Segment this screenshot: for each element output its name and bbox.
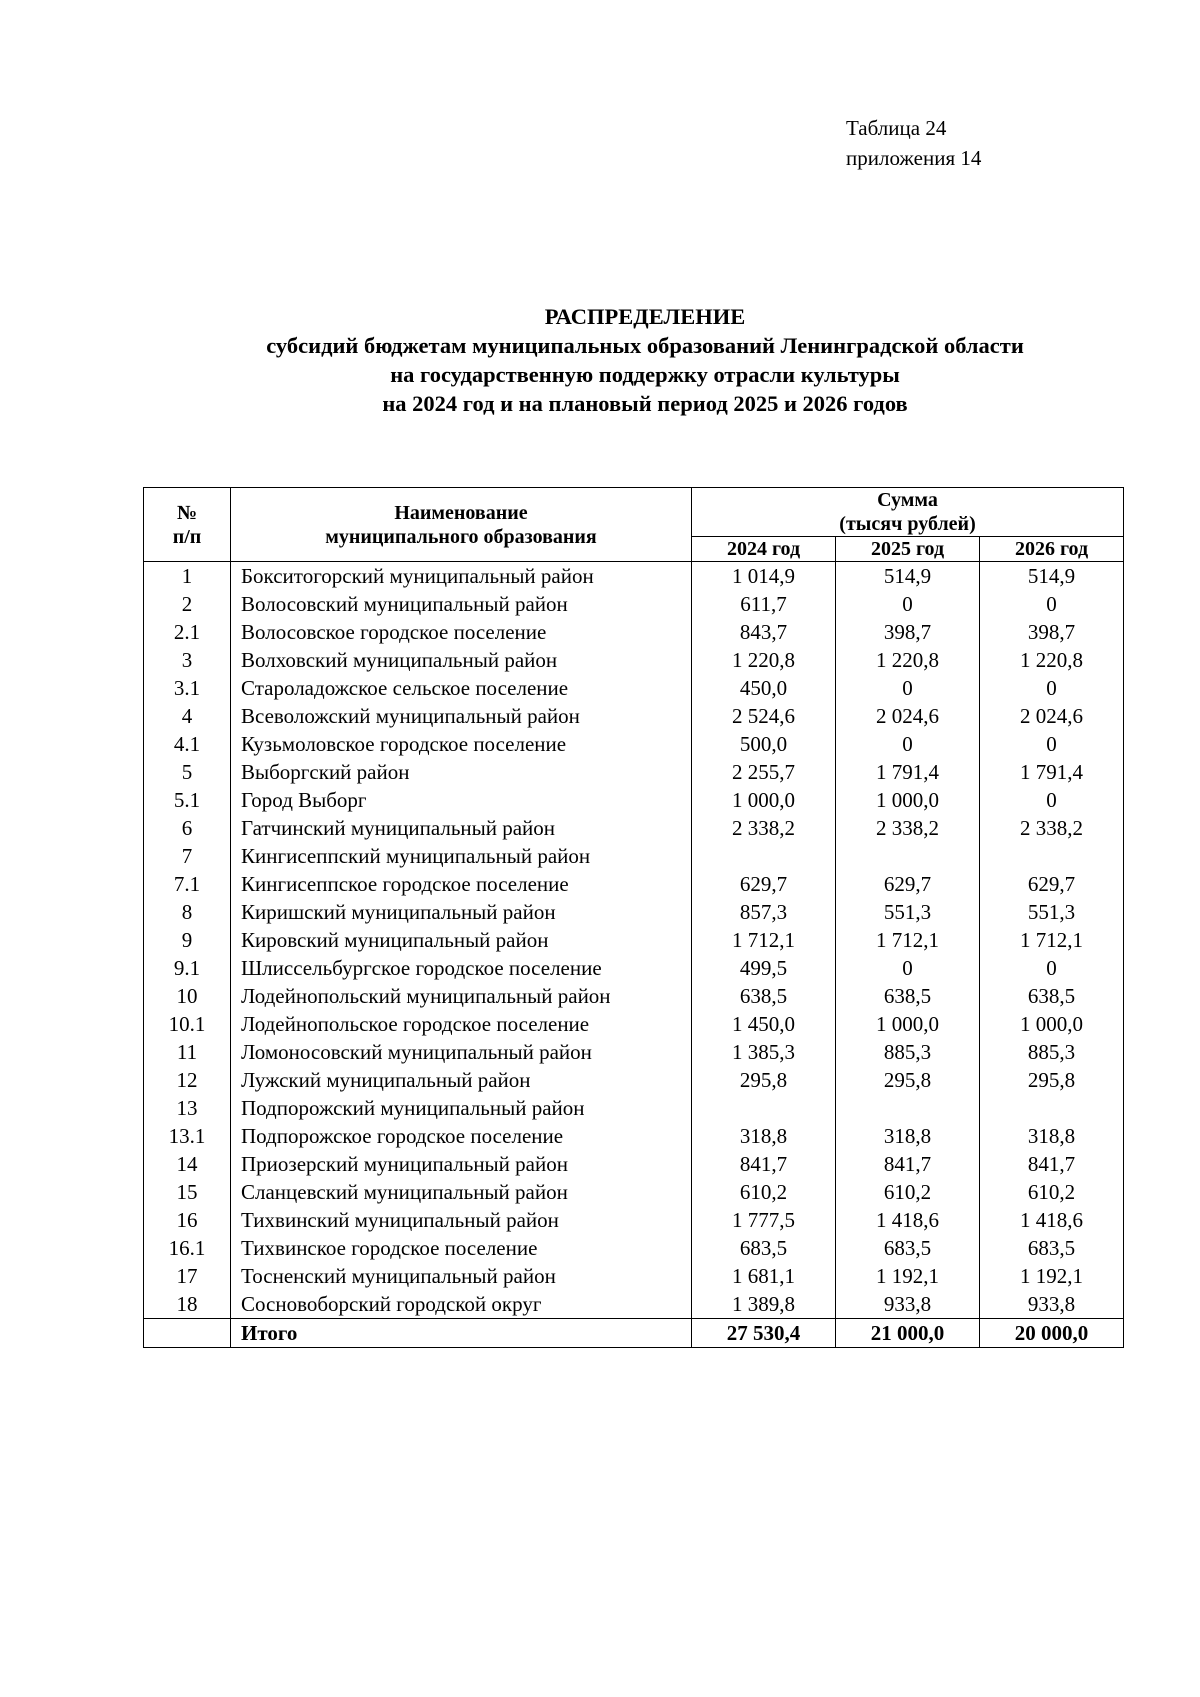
row-number: 4 bbox=[144, 702, 231, 730]
row-value-2026: 933,8 bbox=[980, 1290, 1124, 1319]
row-municipality-name: Волховский муниципальный район bbox=[231, 646, 692, 674]
header-number-symbol: № bbox=[176, 501, 198, 524]
row-value-2024: 2 524,6 bbox=[692, 702, 836, 730]
row-value-2025: 295,8 bbox=[836, 1066, 980, 1094]
row-number: 18 bbox=[144, 1290, 231, 1319]
table-row bbox=[144, 842, 1124, 870]
row-value-2025: 1 000,0 bbox=[836, 1010, 980, 1038]
row-municipality-name: Лодейнопольское городское поселение bbox=[231, 1010, 692, 1038]
row-value-2024: 499,5 bbox=[692, 954, 836, 982]
row-value-2024: 1 777,5 bbox=[692, 1206, 836, 1234]
header-name-line-1: Наименование bbox=[394, 501, 528, 524]
header-number-abbr: п/п bbox=[172, 525, 202, 548]
row-value-2024: 2 338,2 bbox=[692, 814, 836, 842]
table-row bbox=[144, 1290, 1124, 1319]
table-caption bbox=[846, 113, 981, 173]
row-municipality-name: Лужский муниципальный район bbox=[231, 1066, 692, 1094]
table-row bbox=[144, 1094, 1124, 1122]
row-value-2024 bbox=[692, 842, 836, 870]
table-row bbox=[144, 898, 1124, 926]
row-value-2024: 295,8 bbox=[692, 1066, 836, 1094]
row-number: 10 bbox=[144, 982, 231, 1010]
row-value-2026: 1 791,4 bbox=[980, 758, 1124, 786]
document-title bbox=[0, 302, 1200, 418]
title-line-2: субсидий бюджетам муниципальных образований Ленинградской области bbox=[266, 333, 1024, 358]
row-value-2025: 2 338,2 bbox=[836, 814, 980, 842]
total-value-2025: 21 000,0 bbox=[836, 1319, 980, 1348]
table-header bbox=[144, 488, 1124, 562]
header-sum-line-1: Сумма bbox=[877, 489, 938, 511]
row-value-2025: 610,2 bbox=[836, 1178, 980, 1206]
row-value-2026: 318,8 bbox=[980, 1122, 1124, 1150]
header-year-2024: 2024 год bbox=[692, 537, 836, 562]
row-value-2024: 1 000,0 bbox=[692, 786, 836, 814]
row-number: 2 bbox=[144, 590, 231, 618]
row-value-2026: 514,9 bbox=[980, 562, 1124, 591]
row-number: 2.1 bbox=[144, 618, 231, 646]
row-number: 16 bbox=[144, 1206, 231, 1234]
table-row bbox=[144, 1010, 1124, 1038]
table-row bbox=[144, 646, 1124, 674]
table-row bbox=[144, 954, 1124, 982]
row-value-2025: 1 791,4 bbox=[836, 758, 980, 786]
row-value-2024: 629,7 bbox=[692, 870, 836, 898]
row-number: 17 bbox=[144, 1262, 231, 1290]
row-number: 10.1 bbox=[144, 1010, 231, 1038]
table-row bbox=[144, 758, 1124, 786]
table-row bbox=[144, 590, 1124, 618]
row-value-2025: 1 418,6 bbox=[836, 1206, 980, 1234]
row-value-2026: 683,5 bbox=[980, 1234, 1124, 1262]
row-value-2025: 398,7 bbox=[836, 618, 980, 646]
row-municipality-name: Кингисеппское городское поселение bbox=[231, 870, 692, 898]
row-municipality-name: Тихвинский муниципальный район bbox=[231, 1206, 692, 1234]
table-row bbox=[144, 926, 1124, 954]
table-row bbox=[144, 1206, 1124, 1234]
row-value-2025: 1 000,0 bbox=[836, 786, 980, 814]
title-line-1: РАСПРЕДЕЛЕНИЕ bbox=[544, 304, 746, 329]
row-value-2026: 295,8 bbox=[980, 1066, 1124, 1094]
row-municipality-name: Шлиссельбургское городское поселение bbox=[231, 954, 692, 982]
row-municipality-name: Бокситогорский муниципальный район bbox=[231, 562, 692, 591]
row-value-2026: 0 bbox=[980, 674, 1124, 702]
row-value-2025: 841,7 bbox=[836, 1150, 980, 1178]
row-number: 11 bbox=[144, 1038, 231, 1066]
total-number-cell bbox=[144, 1319, 231, 1348]
header-name-line-2: муниципального образования bbox=[325, 525, 597, 548]
row-value-2026: 398,7 bbox=[980, 618, 1124, 646]
row-number: 1 bbox=[144, 562, 231, 591]
row-value-2026 bbox=[980, 842, 1124, 870]
table-row bbox=[144, 814, 1124, 842]
row-municipality-name: Лодейнопольский муниципальный район bbox=[231, 982, 692, 1010]
table-row bbox=[144, 870, 1124, 898]
row-value-2026: 2 024,6 bbox=[980, 702, 1124, 730]
row-value-2026: 1 192,1 bbox=[980, 1262, 1124, 1290]
row-municipality-name: Подпорожский муниципальный район bbox=[231, 1094, 692, 1122]
table-row bbox=[144, 1178, 1124, 1206]
header-number bbox=[144, 488, 231, 562]
table-row bbox=[144, 702, 1124, 730]
row-value-2025: 683,5 bbox=[836, 1234, 980, 1262]
row-value-2025: 0 bbox=[836, 674, 980, 702]
row-number: 8 bbox=[144, 898, 231, 926]
row-value-2025: 0 bbox=[836, 954, 980, 982]
table-row bbox=[144, 982, 1124, 1010]
row-value-2026: 0 bbox=[980, 590, 1124, 618]
row-value-2026: 841,7 bbox=[980, 1150, 1124, 1178]
row-municipality-name: Выборгский район bbox=[231, 758, 692, 786]
row-value-2025: 933,8 bbox=[836, 1290, 980, 1319]
row-number: 5 bbox=[144, 758, 231, 786]
row-value-2025: 1 192,1 bbox=[836, 1262, 980, 1290]
row-value-2025 bbox=[836, 1094, 980, 1122]
row-value-2025: 2 024,6 bbox=[836, 702, 980, 730]
table-row bbox=[144, 1038, 1124, 1066]
row-value-2026: 610,2 bbox=[980, 1178, 1124, 1206]
caption-table-number: Таблица 24 bbox=[846, 116, 947, 140]
row-value-2026: 1 000,0 bbox=[980, 1010, 1124, 1038]
row-number: 9 bbox=[144, 926, 231, 954]
row-value-2024: 638,5 bbox=[692, 982, 836, 1010]
row-number: 13 bbox=[144, 1094, 231, 1122]
row-municipality-name: Сланцевский муниципальный район bbox=[231, 1178, 692, 1206]
row-municipality-name: Подпорожское городское поселение bbox=[231, 1122, 692, 1150]
table-row bbox=[144, 674, 1124, 702]
row-value-2024: 1 681,1 bbox=[692, 1262, 836, 1290]
row-municipality-name: Кузьмоловское городское поселение bbox=[231, 730, 692, 758]
row-number: 7.1 bbox=[144, 870, 231, 898]
row-value-2026: 885,3 bbox=[980, 1038, 1124, 1066]
row-value-2026: 0 bbox=[980, 786, 1124, 814]
table-row bbox=[144, 1066, 1124, 1094]
row-value-2024: 683,5 bbox=[692, 1234, 836, 1262]
row-value-2024: 1 220,8 bbox=[692, 646, 836, 674]
row-value-2024: 1 014,9 bbox=[692, 562, 836, 591]
row-value-2024: 843,7 bbox=[692, 618, 836, 646]
row-value-2024: 841,7 bbox=[692, 1150, 836, 1178]
row-value-2024: 1 385,3 bbox=[692, 1038, 836, 1066]
row-value-2024: 450,0 bbox=[692, 674, 836, 702]
row-value-2026: 638,5 bbox=[980, 982, 1124, 1010]
row-value-2025: 1 220,8 bbox=[836, 646, 980, 674]
row-number: 14 bbox=[144, 1150, 231, 1178]
title-line-3: на государственную поддержку отрасли культуры bbox=[390, 362, 900, 387]
table-row bbox=[144, 730, 1124, 758]
total-label: Итого bbox=[231, 1319, 692, 1348]
total-value-2026: 20 000,0 bbox=[980, 1319, 1124, 1348]
title-line-4: на 2024 год и на плановый период 2025 и 2026 годов bbox=[382, 391, 908, 416]
row-number: 3.1 bbox=[144, 674, 231, 702]
row-value-2024: 1 389,8 bbox=[692, 1290, 836, 1319]
row-value-2025: 885,3 bbox=[836, 1038, 980, 1066]
table-row bbox=[144, 1150, 1124, 1178]
row-municipality-name: Тосненский муниципальный район bbox=[231, 1262, 692, 1290]
row-number: 13.1 bbox=[144, 1122, 231, 1150]
table-row bbox=[144, 1234, 1124, 1262]
row-municipality-name: Тихвинское городское поселение bbox=[231, 1234, 692, 1262]
row-value-2026: 0 bbox=[980, 730, 1124, 758]
header-sum bbox=[692, 488, 1124, 537]
row-municipality-name: Приозерский муниципальный район bbox=[231, 1150, 692, 1178]
row-value-2025: 638,5 bbox=[836, 982, 980, 1010]
header-name bbox=[231, 488, 692, 562]
row-value-2025: 629,7 bbox=[836, 870, 980, 898]
row-municipality-name: Волосовский муниципальный район bbox=[231, 590, 692, 618]
row-value-2024: 2 255,7 bbox=[692, 758, 836, 786]
row-value-2026: 629,7 bbox=[980, 870, 1124, 898]
row-value-2025: 514,9 bbox=[836, 562, 980, 591]
row-value-2026: 0 bbox=[980, 954, 1124, 982]
row-value-2025: 0 bbox=[836, 730, 980, 758]
header-sum-unit: (тысяч рублей) bbox=[839, 513, 976, 535]
table-row bbox=[144, 1122, 1124, 1150]
row-number: 4.1 bbox=[144, 730, 231, 758]
row-value-2024: 857,3 bbox=[692, 898, 836, 926]
row-municipality-name: Гатчинский муниципальный район bbox=[231, 814, 692, 842]
table-row bbox=[144, 1262, 1124, 1290]
caption-appendix-number: приложения 14 bbox=[846, 146, 982, 170]
row-value-2025: 0 bbox=[836, 590, 980, 618]
row-municipality-name: Всеволожский муниципальный район bbox=[231, 702, 692, 730]
row-number: 6 bbox=[144, 814, 231, 842]
header-year-2025: 2025 год bbox=[836, 537, 980, 562]
row-value-2026: 1 418,6 bbox=[980, 1206, 1124, 1234]
total-row bbox=[144, 1319, 1124, 1348]
row-value-2025: 1 712,1 bbox=[836, 926, 980, 954]
row-value-2026: 2 338,2 bbox=[980, 814, 1124, 842]
row-value-2024: 1 712,1 bbox=[692, 926, 836, 954]
row-number: 3 bbox=[144, 646, 231, 674]
row-number: 12 bbox=[144, 1066, 231, 1094]
row-value-2025: 551,3 bbox=[836, 898, 980, 926]
table-body bbox=[144, 562, 1124, 1348]
row-municipality-name: Староладожское сельское поселение bbox=[231, 674, 692, 702]
row-municipality-name: Киришский муниципальный район bbox=[231, 898, 692, 926]
row-value-2024 bbox=[692, 1094, 836, 1122]
row-municipality-name: Ломоносовский муниципальный район bbox=[231, 1038, 692, 1066]
row-number: 15 bbox=[144, 1178, 231, 1206]
row-value-2025: 318,8 bbox=[836, 1122, 980, 1150]
row-municipality-name: Волосовское городское поселение bbox=[231, 618, 692, 646]
row-value-2024: 610,2 bbox=[692, 1178, 836, 1206]
row-value-2024: 1 450,0 bbox=[692, 1010, 836, 1038]
table-row bbox=[144, 618, 1124, 646]
row-value-2025 bbox=[836, 842, 980, 870]
row-municipality-name: Город Выборг bbox=[231, 786, 692, 814]
row-municipality-name: Сосновоборский городской округ bbox=[231, 1290, 692, 1319]
subsidy-table bbox=[143, 487, 1124, 1348]
table-row bbox=[144, 562, 1124, 591]
row-value-2024: 611,7 bbox=[692, 590, 836, 618]
row-number: 16.1 bbox=[144, 1234, 231, 1262]
header-year-2026: 2026 год bbox=[980, 537, 1124, 562]
row-value-2026: 1 220,8 bbox=[980, 646, 1124, 674]
table-row bbox=[144, 786, 1124, 814]
row-municipality-name: Кингисеппский муниципальный район bbox=[231, 842, 692, 870]
row-value-2026: 1 712,1 bbox=[980, 926, 1124, 954]
row-value-2024: 500,0 bbox=[692, 730, 836, 758]
row-number: 5.1 bbox=[144, 786, 231, 814]
row-value-2026: 551,3 bbox=[980, 898, 1124, 926]
total-value-2024: 27 530,4 bbox=[692, 1319, 836, 1348]
row-value-2024: 318,8 bbox=[692, 1122, 836, 1150]
row-value-2026 bbox=[980, 1094, 1124, 1122]
row-municipality-name: Кировский муниципальный район bbox=[231, 926, 692, 954]
row-number: 7 bbox=[144, 842, 231, 870]
row-number: 9.1 bbox=[144, 954, 231, 982]
